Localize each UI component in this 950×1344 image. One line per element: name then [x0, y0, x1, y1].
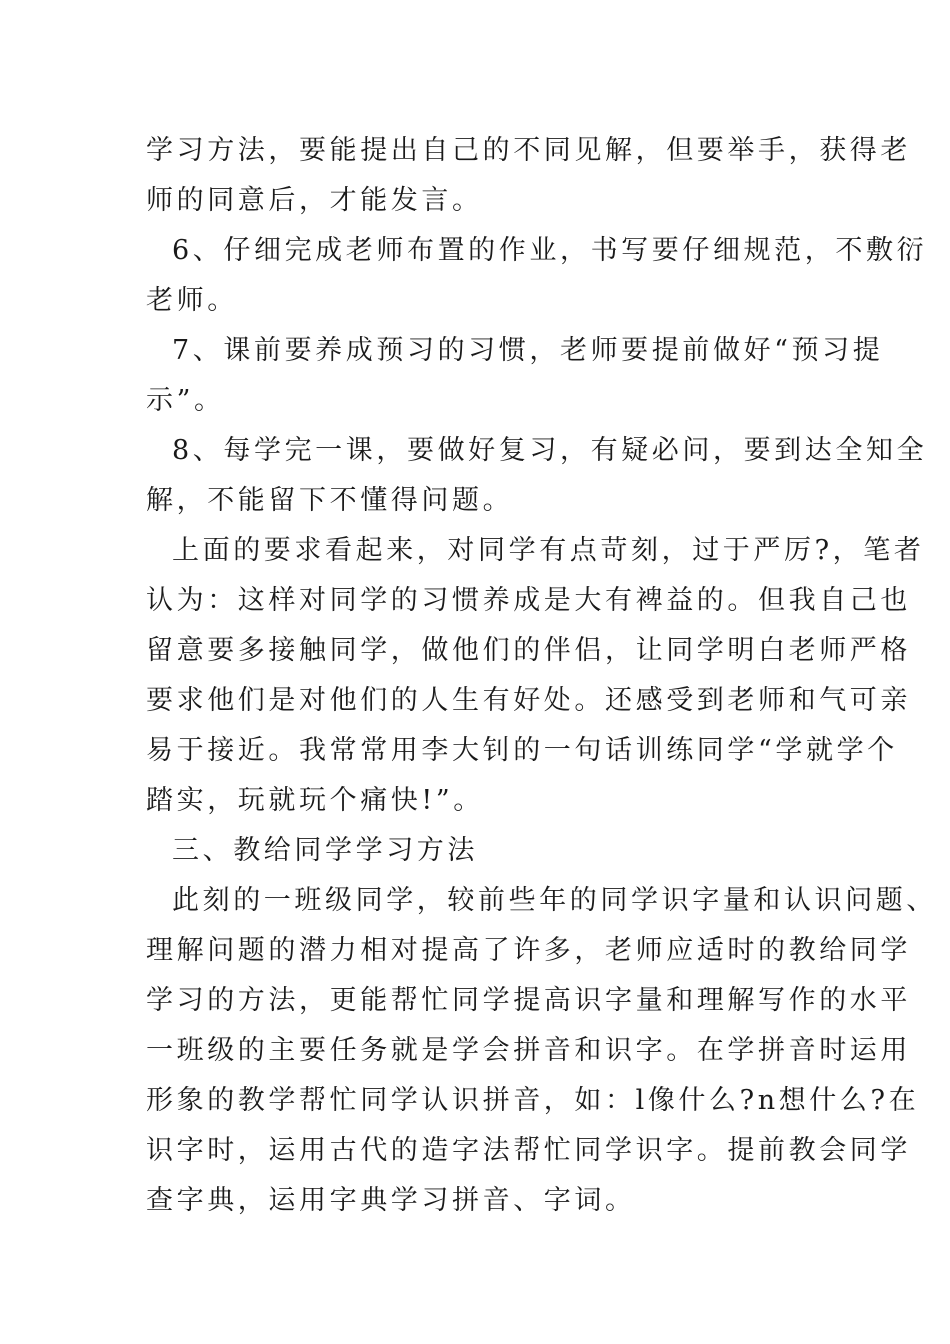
text-line: 学习方法，要能提出自己的不同见解，但要举手，获得老: [146, 135, 911, 166]
section-heading: 三、教给同学学习方法: [172, 835, 478, 866]
text-line: 老师。: [146, 285, 238, 316]
text-line: 6、仔细完成老师布置的作业，书写要仔细规范，不敷衍: [172, 235, 928, 266]
text-line: 识字时，运用古代的造字法帮忙同学识字。提前教会同学: [146, 1135, 911, 1166]
text-line: 示”。: [146, 385, 225, 416]
text-line: 7、课前要养成预习的习惯，老师要提前做好“预习提: [172, 335, 884, 366]
text-line: 学习的方法，更能帮忙同学提高识字量和理解写作的水平: [146, 985, 911, 1016]
text-line: 形象的教学帮忙同学认识拼音，如：l像什么?n想什么?在: [146, 1085, 920, 1116]
text-line: 解，不能留下不懂得问题。: [146, 485, 514, 516]
text-line: 此刻的一班级同学，较前些年的同学识字量和认识问题、: [172, 885, 937, 916]
text-line: 踏实，玩就玩个痛快!”。: [146, 785, 484, 816]
text-line: 一班级的主要任务就是学会拼音和识字。在学拼音时运用: [146, 1035, 911, 1066]
text-line: 查字典，运用字典学习拼音、字词。: [146, 1185, 636, 1216]
text-line: 留意要多接触同学，做他们的伴侣，让同学明白老师严格: [146, 635, 911, 666]
text-line: 易于接近。我常常用李大钊的一句话训练同学“学就学个: [146, 735, 898, 766]
text-line: 理解问题的潜力相对提高了许多，老师应适时的教给同学: [146, 935, 911, 966]
text-line: 师的同意后，才能发言。: [146, 185, 483, 216]
text-line: 认为：这样对同学的习惯养成是大有裨益的。但我自己也: [146, 585, 911, 616]
text-line: 上面的要求看起来，对同学有点苛刻，过于严厉?，笔者: [172, 535, 925, 566]
text-line: 8、每学完一课，要做好复习，有疑必问，要到达全知全: [172, 435, 928, 466]
text-line: 要求他们是对他们的人生有好处。还感受到老师和气可亲: [146, 685, 911, 716]
